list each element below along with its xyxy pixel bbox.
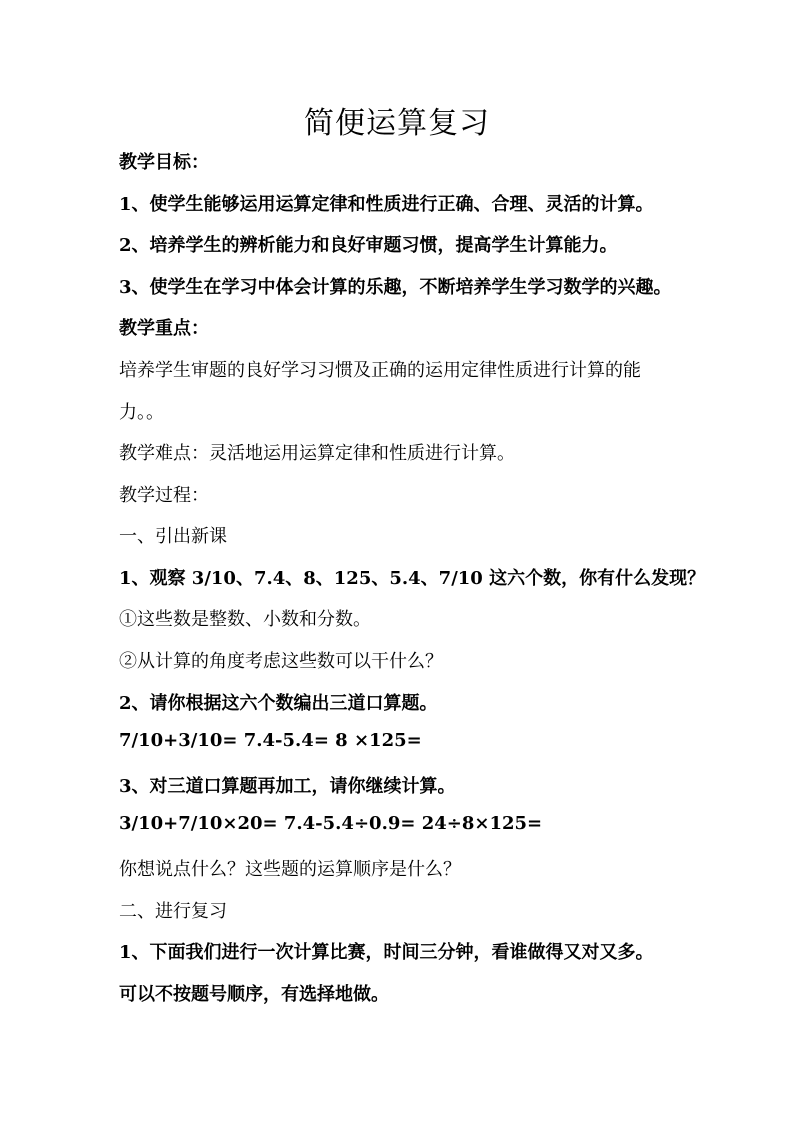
oral-problems: 7/10+3/10= 7.4-5.4= 8 ×125= [119,730,422,751]
heading-key-points: 教学重点： [119,318,209,339]
section-introduce-new-lesson: 一、引出新课 [119,526,227,547]
goal-item-2: 2、培养学生的辨析能力和良好审题习惯，提高学生计算能力。 [119,235,618,256]
step-competition: 1、下面我们进行一次计算比赛，时间三分钟，看谁做得又对又多。 [119,942,654,963]
step-create-problems: 2、请你根据这六个数编出三道口算题。 [119,693,438,714]
document-title: 简便运算复习 [304,106,490,141]
question-order: 你想说点什么？这些题的运算顺序是什么？ [119,859,461,880]
finding-2: ②从计算的角度考虑这些数可以干什么？ [119,651,443,672]
finding-1: ①这些数是整数、小数和分数。 [119,609,371,630]
section-review: 二、进行复习 [119,901,227,922]
goal-item-1: 1、使学生能够运用运算定律和性质进行正确、合理、灵活的计算。 [119,194,654,215]
goal-item-3: 3、使学生在学习中体会计算的乐趣，不断培养学生学习数学的兴趣。 [119,277,672,298]
key-point-text-continued: 力。。 [119,402,164,423]
key-point-text: 培养学生审题的良好学习习惯及正确的运用定律性质进行计算的能 [119,360,641,381]
processed-problems: 3/10+7/10×20= 7.4-5.4÷0.9= 24÷8×125= [119,813,543,834]
heading-teaching-goals: 教学目标： [119,152,209,173]
step-competition-continued: 可以不按题号顺序，有选择地做。 [119,984,389,1005]
step-observe-numbers: 1、观察 3/10、7.4、8、125、5.4、7/10 这六个数，你有什么发现？ [119,568,706,589]
heading-teaching-process: 教学过程： [119,485,209,506]
difficult-points: 教学难点：灵活地运用运算定律和性质进行计算。 [119,443,515,464]
step-process-problems: 3、对三道口算题再加工，请你继续计算。 [119,776,456,797]
